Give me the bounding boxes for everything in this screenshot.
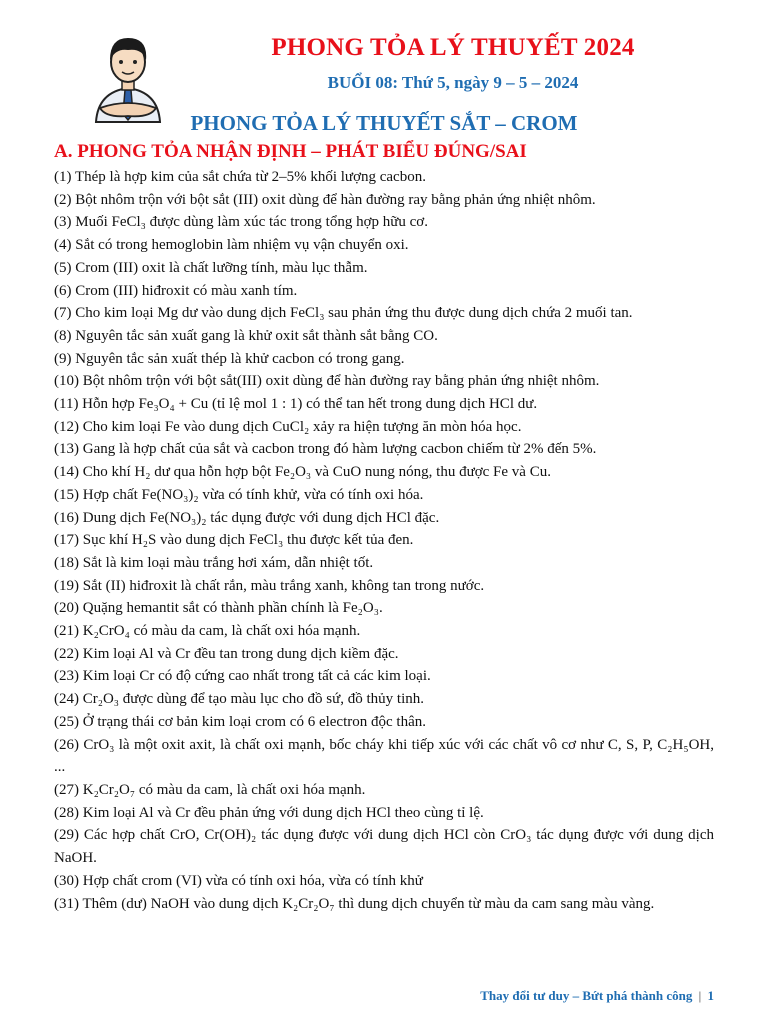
list-item: (8) Nguyên tắc sản xuất gang là khử oxit sắt thành sắt bằng CO. [54, 327, 438, 344]
list-item: (5) Crom (III) oxit là chất lưỡng tính, màu lục thẫm. [54, 259, 368, 276]
footer-separator: | [698, 988, 702, 1003]
list-item: (17) Sục khí H₂S vào dung dịch FeCl₃ thu được kết tủa đen. [54, 532, 414, 549]
list-item: (11) Hỗn hợp Fe₃O₄ + Cu (tỉ lệ mol 1 : 1) có thể tan hết trong dung dịch HCl dư. [54, 396, 538, 413]
section-title: A. PHONG TỎA NHẬN ĐỊNH – PHÁT BIỂU ĐÚNG/SAI [54, 141, 527, 162]
document-title: PHONG TỎA LÝ THUYẾT 2024 [271, 34, 635, 61]
list-item: (25) Ở trạng thái cơ bản kim loại crom có 6 electron độc thân. [54, 713, 426, 730]
list-item: (28) Kim loại Al và Cr đều phản ứng với dung dịch HCl theo cùng tỉ lệ. [54, 804, 484, 821]
footer-slogan: Thay đổi tư duy – Bứt phá thành công [480, 988, 693, 1003]
list-item: (9) Nguyên tắc sản xuất thép là khử cacbon có trong gang. [54, 350, 405, 367]
list-item: (26) CrO₃ là một oxit axit, là chất oxi mạnh, bốc cháy khi tiếp xúc với các chất vô cơ như C, S, P, C₂H₅OH, ... [54, 736, 714, 776]
list-item: (4) Sắt có trong hemoglobin làm nhiệm vụ vận chuyển oxi. [54, 237, 409, 254]
page-footer [480, 988, 714, 1004]
topic-heading: PHONG TỎA LÝ THUYẾT SẮT – CROM [190, 111, 578, 135]
list-item: (6) Crom (III) hiđroxit có màu xanh tím. [54, 282, 298, 299]
list-item: (21) K₂CrO₄ có màu da cam, là chất oxi hóa mạnh. [54, 623, 361, 640]
list-item: (23) Kim loại Cr có độ cứng cao nhất trong tất cả các kim loại. [54, 668, 431, 685]
list-item: (10) Bột nhôm trộn với bột sắt(III) oxit dùng để hàn đường ray bằng phản ứng nhiệt nhôm. [54, 373, 600, 390]
list-item: (7) Cho kim loại Mg dư vào dung dịch FeCl₃ sau phản ứng thu được dung dịch chứa 2 muối tan. [54, 305, 633, 322]
statement-list [54, 166, 714, 915]
list-item: (31) Thêm (dư) NaOH vào dung dịch K₂Cr₂O₇ thì dung dịch chuyển từ màu da cam sang màu vàng. [54, 895, 655, 912]
list-item: (24) Cr₂O₃ được dùng để tạo màu lục cho đồ sứ, đồ thủy tinh. [54, 691, 425, 708]
list-item: (22) Kim loại Al và Cr đều tan trong dung dịch kiềm đặc. [54, 645, 399, 662]
list-item: (13) Gang là hợp chất của sắt và cacbon trong đó hàm lượng cacbon chiếm từ 2% đến 5%. [54, 441, 597, 458]
list-item: (18) Sắt là kim loại màu trắng hơi xám, dẫn nhiệt tốt. [54, 554, 374, 571]
list-item: (3) Muối FeCl₃ được dùng làm xúc tác trong tổng hợp hữu cơ. [54, 214, 428, 231]
list-item: (29) Các hợp chất CrO, Cr(OH)₂ tác dụng được với dung dịch HCl còn CrO₃ tác dụng được với dung dịch NaOH. [54, 827, 714, 867]
list-item: (14) Cho khí H₂ dư qua hỗn hợp bột Fe₂O₃ và CuO nung nóng, thu được Fe và Cu. [54, 464, 551, 481]
list-item: (12) Cho kim loại Fe vào dung dịch CuCl₂ xảy ra hiện tượng ăn mòn hóa học. [54, 418, 522, 435]
list-item: (1) Thép là hợp kim của sắt chứa từ 2–5% khối lượng cacbon. [54, 169, 426, 185]
list-item: (19) Sắt (II) hiđroxit là chất rắn, màu trắng xanh, không tan trong nước. [54, 577, 485, 594]
page-number: 1 [707, 988, 714, 1003]
session-subtitle: BUỔI 08: Thứ 5, ngày 9 – 5 – 2024 [327, 73, 579, 92]
list-item: (16) Dung dịch Fe(NO₃)₂ tác dụng được với dung dịch HCl đặc. [54, 509, 440, 526]
list-item: (15) Hợp chất Fe(NO₃)₂ vừa có tính khử, vừa có tính oxi hóa. [54, 486, 424, 503]
list-item: (30) Hợp chất crom (VI) vừa có tính oxi hóa, vừa có tính khử [54, 872, 423, 889]
list-item: (2) Bột nhôm trộn với bột sắt (III) oxit dùng để hàn đường ray bằng phản ứng nhiệt nhôm. [54, 191, 596, 208]
list-item: (20) Quặng hemantit sắt có thành phần chính là Fe₂O₃. [54, 600, 383, 617]
list-item: (27) K₂Cr₂O₇ có màu da cam, là chất oxi hóa mạnh. [54, 781, 366, 798]
